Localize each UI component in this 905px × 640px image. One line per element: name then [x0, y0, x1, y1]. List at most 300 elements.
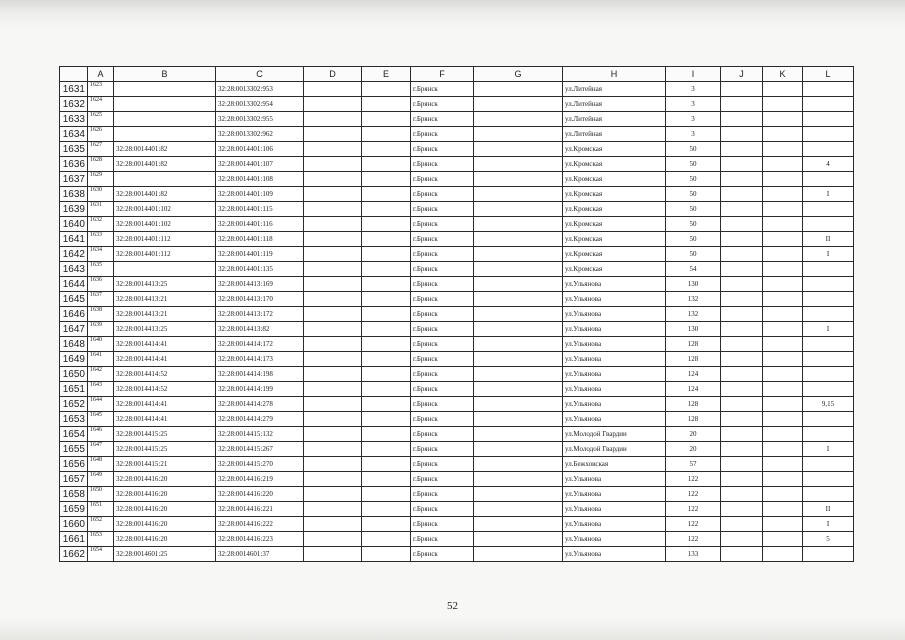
cell-a: 1634	[88, 247, 114, 262]
cell-b: 32:28:0014415:25	[114, 442, 216, 457]
cell-f: г.Брянск	[411, 397, 474, 412]
cell-c: 32:28:0014416:221	[216, 502, 304, 517]
cell-l: 5	[803, 532, 854, 547]
row-number: 1631	[60, 82, 88, 97]
cell-i: 3	[666, 82, 721, 97]
row-number: 1652	[60, 397, 88, 412]
cell-g	[474, 172, 563, 187]
cell-j	[721, 487, 763, 502]
table-row	[60, 427, 854, 442]
cell-b: 32:28:0014414:41	[114, 412, 216, 427]
table-row	[60, 397, 854, 412]
cell-h: ул.Кромская	[563, 247, 666, 262]
cell-h: ул.Ульянова	[563, 322, 666, 337]
cell-i: 57	[666, 457, 721, 472]
cell-k	[763, 352, 803, 367]
cell-l: II	[803, 502, 854, 517]
cell-j	[721, 247, 763, 262]
cell-j	[721, 202, 763, 217]
cell-g	[474, 142, 563, 157]
cell-k	[763, 382, 803, 397]
cell-d	[304, 217, 362, 232]
corner-cell	[60, 67, 88, 82]
cell-e	[362, 82, 411, 97]
cell-h: ул.Кромская	[563, 217, 666, 232]
cell-k	[763, 532, 803, 547]
cell-f: г.Брянск	[411, 367, 474, 382]
cell-b: 32:28:0014413:25	[114, 322, 216, 337]
cell-f: г.Брянск	[411, 217, 474, 232]
cell-a: 1645	[88, 412, 114, 427]
row-number: 1645	[60, 292, 88, 307]
cell-h: ул.Молодой Гвардии	[563, 427, 666, 442]
cell-f: г.Брянск	[411, 322, 474, 337]
cell-a: 1627	[88, 142, 114, 157]
cell-f: г.Брянск	[411, 352, 474, 367]
cell-b: 32:28:0014401:82	[114, 142, 216, 157]
cell-c: 32:28:0014414:198	[216, 367, 304, 382]
cell-h: ул.Кромская	[563, 172, 666, 187]
cell-e	[362, 337, 411, 352]
column-header-row	[60, 67, 854, 82]
cell-c: 32:28:0014401:107	[216, 157, 304, 172]
column-header: B	[114, 67, 216, 82]
cell-a: 1648	[88, 457, 114, 472]
cell-k	[763, 457, 803, 472]
cell-h: ул.Ульянова	[563, 397, 666, 412]
table-row	[60, 382, 854, 397]
cell-f: г.Брянск	[411, 142, 474, 157]
cell-b	[114, 97, 216, 112]
cell-k	[763, 292, 803, 307]
cell-c: 32:28:0013302:955	[216, 112, 304, 127]
cell-f: г.Брянск	[411, 172, 474, 187]
cell-h: ул.Литейная	[563, 112, 666, 127]
cell-i: 3	[666, 112, 721, 127]
cell-a: 1647	[88, 442, 114, 457]
cell-f: г.Брянск	[411, 487, 474, 502]
table-row	[60, 457, 854, 472]
cell-e	[362, 472, 411, 487]
table-row	[60, 307, 854, 322]
cell-b: 32:28:0014416:20	[114, 487, 216, 502]
cell-b: 32:28:0014416:20	[114, 517, 216, 532]
cell-l	[803, 367, 854, 382]
cell-e	[362, 232, 411, 247]
cell-b: 32:28:0014414:41	[114, 352, 216, 367]
cell-a: 1632	[88, 217, 114, 232]
row-number: 1648	[60, 337, 88, 352]
column-header: J	[721, 67, 763, 82]
cell-j	[721, 112, 763, 127]
cell-h: ул.Ульянова	[563, 277, 666, 292]
cell-k	[763, 412, 803, 427]
cell-e	[362, 307, 411, 322]
cell-a: 1650	[88, 487, 114, 502]
cell-k	[763, 307, 803, 322]
scan-shadow-bottom	[0, 618, 905, 640]
cell-j	[721, 337, 763, 352]
cell-g	[474, 502, 563, 517]
cell-h: ул.Ульянова	[563, 367, 666, 382]
cell-e	[362, 262, 411, 277]
row-number: 1639	[60, 202, 88, 217]
cell-h: ул.Ульянова	[563, 532, 666, 547]
cell-k	[763, 142, 803, 157]
cell-h: ул.Кромская	[563, 142, 666, 157]
cell-i: 50	[666, 217, 721, 232]
cell-e	[362, 397, 411, 412]
cell-a: 1638	[88, 307, 114, 322]
cell-f: г.Брянск	[411, 457, 474, 472]
cell-c: 32:28:0014401:108	[216, 172, 304, 187]
cell-h: ул.Ульянова	[563, 382, 666, 397]
table-row	[60, 142, 854, 157]
cell-k	[763, 202, 803, 217]
cell-f: г.Брянск	[411, 277, 474, 292]
cell-c: 32:28:0014401:118	[216, 232, 304, 247]
cell-d	[304, 157, 362, 172]
cell-j	[721, 397, 763, 412]
cell-g	[474, 517, 563, 532]
cell-c: 32:28:0014414:172	[216, 337, 304, 352]
cell-j	[721, 142, 763, 157]
row-number: 1653	[60, 412, 88, 427]
cell-l	[803, 337, 854, 352]
cell-k	[763, 367, 803, 382]
cell-k	[763, 487, 803, 502]
cell-i: 54	[666, 262, 721, 277]
cell-k	[763, 442, 803, 457]
cell-k	[763, 502, 803, 517]
cell-i: 130	[666, 277, 721, 292]
cell-a: 1625	[88, 112, 114, 127]
cell-j	[721, 157, 763, 172]
cell-i: 50	[666, 247, 721, 262]
cell-j	[721, 322, 763, 337]
cell-i: 50	[666, 232, 721, 247]
row-number: 1660	[60, 517, 88, 532]
cell-h: ул.Ульянова	[563, 307, 666, 322]
cell-d	[304, 262, 362, 277]
table-row	[60, 202, 854, 217]
cell-l	[803, 142, 854, 157]
table-row	[60, 367, 854, 382]
table-row	[60, 337, 854, 352]
cell-k	[763, 262, 803, 277]
cell-l	[803, 262, 854, 277]
cell-a: 1641	[88, 352, 114, 367]
cell-j	[721, 457, 763, 472]
cell-g	[474, 472, 563, 487]
cell-l	[803, 127, 854, 142]
column-header: E	[362, 67, 411, 82]
cell-f: г.Брянск	[411, 157, 474, 172]
cell-l: 4	[803, 157, 854, 172]
cell-j	[721, 217, 763, 232]
cell-l	[803, 277, 854, 292]
cell-i: 128	[666, 397, 721, 412]
table-row	[60, 547, 854, 562]
cell-f: г.Брянск	[411, 532, 474, 547]
cell-k	[763, 322, 803, 337]
cell-d	[304, 502, 362, 517]
row-number: 1643	[60, 262, 88, 277]
cell-j	[721, 352, 763, 367]
cell-a: 1637	[88, 292, 114, 307]
cell-a: 1628	[88, 157, 114, 172]
cell-i: 122	[666, 472, 721, 487]
cell-g	[474, 337, 563, 352]
cell-e	[362, 127, 411, 142]
cell-b: 32:28:0014414:41	[114, 337, 216, 352]
cell-h: ул.Ульянова	[563, 517, 666, 532]
cell-c: 32:28:0014413:170	[216, 292, 304, 307]
cell-a: 1631	[88, 202, 114, 217]
spreadsheet-table	[59, 66, 854, 562]
row-number: 1651	[60, 382, 88, 397]
row-number: 1644	[60, 277, 88, 292]
row-number: 1659	[60, 502, 88, 517]
cell-b: 32:28:0014415:25	[114, 427, 216, 442]
cell-d	[304, 547, 362, 562]
cell-i: 124	[666, 382, 721, 397]
cell-j	[721, 277, 763, 292]
cell-g	[474, 112, 563, 127]
cell-f: г.Брянск	[411, 502, 474, 517]
cell-a: 1649	[88, 472, 114, 487]
cell-k	[763, 82, 803, 97]
cell-g	[474, 187, 563, 202]
cell-c: 32:28:0014401:135	[216, 262, 304, 277]
cell-d	[304, 142, 362, 157]
column-header: C	[216, 67, 304, 82]
cell-i: 122	[666, 517, 721, 532]
column-header: A	[88, 67, 114, 82]
cell-e	[362, 292, 411, 307]
cell-c: 32:28:0014401:115	[216, 202, 304, 217]
cell-i: 128	[666, 352, 721, 367]
cell-k	[763, 97, 803, 112]
cell-c: 32:28:0014416:222	[216, 517, 304, 532]
row-number: 1634	[60, 127, 88, 142]
row-number: 1642	[60, 247, 88, 262]
cell-a: 1642	[88, 367, 114, 382]
cell-d	[304, 172, 362, 187]
cell-g	[474, 532, 563, 547]
cell-i: 130	[666, 322, 721, 337]
cell-b	[114, 82, 216, 97]
cell-h: ул.Молодой Гвардии	[563, 442, 666, 457]
cell-i: 50	[666, 142, 721, 157]
cell-j	[721, 547, 763, 562]
cell-b: 32:28:0014401:112	[114, 232, 216, 247]
table-row	[60, 82, 854, 97]
row-number: 1641	[60, 232, 88, 247]
cell-d	[304, 337, 362, 352]
cell-k	[763, 157, 803, 172]
cell-g	[474, 262, 563, 277]
cell-h: ул.Кромская	[563, 262, 666, 277]
cell-f: г.Брянск	[411, 472, 474, 487]
cell-b	[114, 127, 216, 142]
cell-g	[474, 322, 563, 337]
row-number: 1632	[60, 97, 88, 112]
column-header: F	[411, 67, 474, 82]
cell-b: 32:28:0014414:41	[114, 397, 216, 412]
cell-l: I	[803, 187, 854, 202]
cell-a: 1624	[88, 97, 114, 112]
cell-d	[304, 397, 362, 412]
cell-l	[803, 412, 854, 427]
cell-c: 32:28:0014414:279	[216, 412, 304, 427]
cell-j	[721, 442, 763, 457]
row-number: 1635	[60, 142, 88, 157]
cell-c: 32:28:0014416:223	[216, 532, 304, 547]
cell-c: 32:28:0014413:82	[216, 322, 304, 337]
row-number: 1636	[60, 157, 88, 172]
cell-j	[721, 172, 763, 187]
row-number: 1640	[60, 217, 88, 232]
cell-h: ул.Кромская	[563, 187, 666, 202]
cell-g	[474, 217, 563, 232]
cell-g	[474, 97, 563, 112]
cell-e	[362, 172, 411, 187]
row-number: 1657	[60, 472, 88, 487]
cell-j	[721, 307, 763, 322]
cell-e	[362, 382, 411, 397]
cell-b: 32:28:0014401:82	[114, 157, 216, 172]
cell-d	[304, 187, 362, 202]
table-row	[60, 292, 854, 307]
row-number: 1649	[60, 352, 88, 367]
cell-f: г.Брянск	[411, 82, 474, 97]
cell-d	[304, 97, 362, 112]
cell-i: 20	[666, 442, 721, 457]
cell-l	[803, 112, 854, 127]
cell-i: 122	[666, 502, 721, 517]
cell-a: 1646	[88, 427, 114, 442]
row-number: 1647	[60, 322, 88, 337]
cell-c: 32:28:0014415:132	[216, 427, 304, 442]
cell-l	[803, 472, 854, 487]
cell-j	[721, 97, 763, 112]
cell-b: 32:28:0014601:25	[114, 547, 216, 562]
cell-a: 1654	[88, 547, 114, 562]
cell-l	[803, 217, 854, 232]
cell-a: 1644	[88, 397, 114, 412]
cell-g	[474, 442, 563, 457]
cell-a: 1653	[88, 532, 114, 547]
cell-g	[474, 127, 563, 142]
cell-k	[763, 187, 803, 202]
table-row	[60, 247, 854, 262]
cell-l	[803, 427, 854, 442]
cell-j	[721, 232, 763, 247]
cell-d	[304, 382, 362, 397]
cell-d	[304, 322, 362, 337]
cell-f: г.Брянск	[411, 517, 474, 532]
cell-a: 1630	[88, 187, 114, 202]
table-row	[60, 187, 854, 202]
cell-k	[763, 472, 803, 487]
cell-h: ул.Литейная	[563, 97, 666, 112]
cell-i: 20	[666, 427, 721, 442]
cell-h: ул.Кромская	[563, 157, 666, 172]
cell-e	[362, 97, 411, 112]
cell-l	[803, 292, 854, 307]
cell-k	[763, 112, 803, 127]
cell-c: 32:28:0014415:267	[216, 442, 304, 457]
cell-h: ул.Ульянова	[563, 292, 666, 307]
cell-e	[362, 547, 411, 562]
cell-l	[803, 457, 854, 472]
cell-d	[304, 517, 362, 532]
cell-j	[721, 472, 763, 487]
cell-a: 1652	[88, 517, 114, 532]
cell-g	[474, 277, 563, 292]
cell-e	[362, 142, 411, 157]
cell-i: 50	[666, 202, 721, 217]
row-number: 1637	[60, 172, 88, 187]
cell-e	[362, 412, 411, 427]
cell-i: 128	[666, 337, 721, 352]
column-header: L	[803, 67, 854, 82]
table-row	[60, 127, 854, 142]
table-row	[60, 172, 854, 187]
cell-i: 3	[666, 97, 721, 112]
cell-a: 1651	[88, 502, 114, 517]
cell-g	[474, 367, 563, 382]
cell-c: 32:28:0014415:270	[216, 457, 304, 472]
column-header: K	[763, 67, 803, 82]
cell-d	[304, 442, 362, 457]
cell-c: 32:28:0014413:172	[216, 307, 304, 322]
cell-d	[304, 412, 362, 427]
cell-h: ул.Кромская	[563, 202, 666, 217]
cell-a: 1633	[88, 232, 114, 247]
table-row	[60, 97, 854, 112]
table-row	[60, 277, 854, 292]
row-number: 1633	[60, 112, 88, 127]
cell-e	[362, 202, 411, 217]
cell-k	[763, 427, 803, 442]
cell-b: 32:28:0014413:25	[114, 277, 216, 292]
cell-k	[763, 217, 803, 232]
cell-f: г.Брянск	[411, 427, 474, 442]
cell-i: 50	[666, 157, 721, 172]
cell-e	[362, 352, 411, 367]
cell-a: 1626	[88, 127, 114, 142]
cell-l	[803, 487, 854, 502]
cell-f: г.Брянск	[411, 547, 474, 562]
cell-l: I	[803, 322, 854, 337]
cell-f: г.Брянск	[411, 442, 474, 457]
cell-a: 1639	[88, 322, 114, 337]
cell-g	[474, 382, 563, 397]
cell-f: г.Брянск	[411, 292, 474, 307]
cell-d	[304, 457, 362, 472]
cell-g	[474, 397, 563, 412]
row-number: 1656	[60, 457, 88, 472]
cell-f: г.Брянск	[411, 97, 474, 112]
cell-c: 32:28:0014401:109	[216, 187, 304, 202]
cell-d	[304, 532, 362, 547]
column-header: G	[474, 67, 563, 82]
cell-k	[763, 337, 803, 352]
cell-c: 32:28:0014414:278	[216, 397, 304, 412]
cell-f: г.Брянск	[411, 112, 474, 127]
